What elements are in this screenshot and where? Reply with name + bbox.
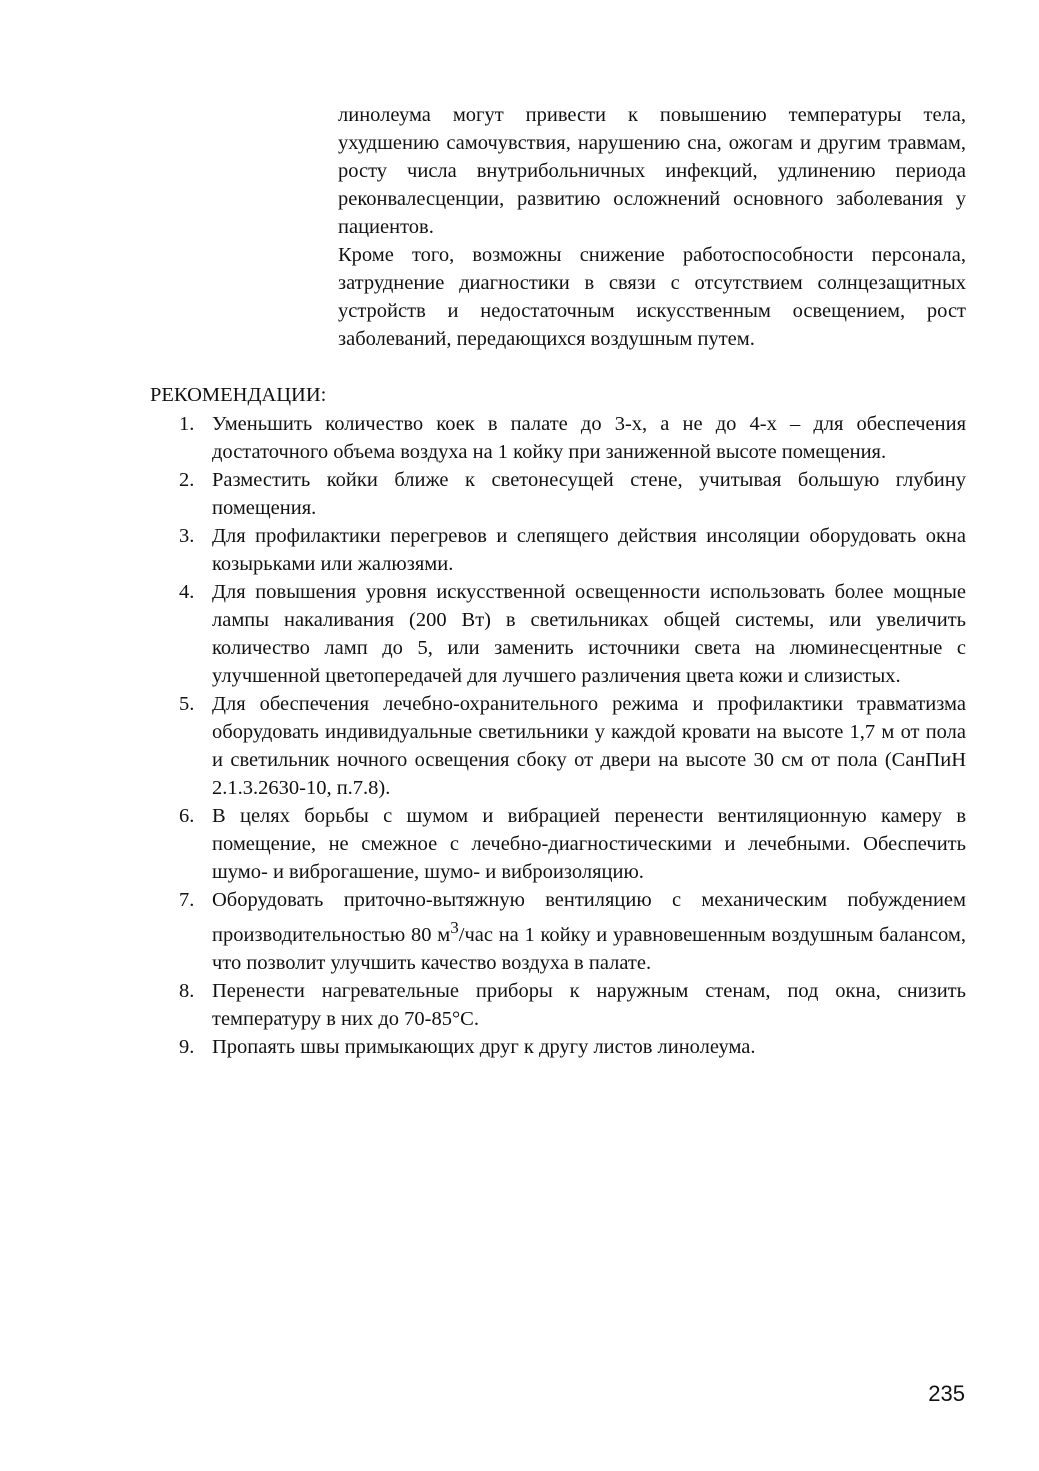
item-number: 4. (179, 581, 195, 603)
recommendations-heading: РЕКОМЕНДАЦИИ: (150, 384, 327, 406)
list-item (150, 802, 966, 886)
item-number: 5. (179, 693, 195, 715)
list-item (150, 466, 966, 522)
list-item (150, 1033, 966, 1061)
item-number: 8. (179, 979, 195, 1002)
item-text-part: /час на 1 койку и уравновешенным воздушным балансом, что позволит улучшить качество воздуха в палате. (212, 923, 967, 974)
list-item (150, 690, 966, 802)
item-number: 7. (179, 889, 195, 911)
list-item (150, 410, 966, 466)
list-item (150, 522, 966, 578)
superscript: 3 (450, 918, 459, 937)
item-number: 1. (179, 413, 195, 435)
continuation-text (338, 101, 966, 353)
item-text: Для профилактики перегревов и слепящего действия инсоляции оборудовать окна козырьками или жалюзями. (212, 525, 966, 575)
item-text: В целях борьбы с шумом и вибрацией перенести вентиляционную камеру в помещение, не смежное с лечебно-диагностическими и лечебными. Обеспечить шумо- и виброгашение, шумо- и виброизоляцию. (212, 805, 966, 883)
item-number: 2. (179, 469, 195, 491)
item-number: 3. (179, 525, 195, 547)
item-text (212, 889, 966, 974)
list-item (150, 977, 966, 1033)
item-number: 6. (179, 805, 195, 827)
item-text-part: Оборудовать приточно-вытяжную вентиляцию с механическим побуждением производительностью 80 м (212, 889, 966, 946)
item-text: Пропаять швы примыкающих друг к другу листов линолеума. (212, 1035, 756, 1058)
paragraph: Кроме того, возможны снижение работоспособности персонала, затруднение диагностики в связи с отсутствием солнцезащитных устройств и недостаточным искусственным освещением, рост заболеваний, передающихся воздушным путем. (338, 244, 966, 350)
list-item (150, 886, 966, 977)
paragraph: линолеума могут привести к повышению температуры тела, ухудшению самочувствия, нарушению сна, ожогам и другим травмам, росту числа внутрибольничных инфекций, удлинению периода реконвалесценции, развитию осложнений основного заболевания у пациентов. (338, 104, 966, 238)
item-text: Уменьшить количество коек в палате до 3-х, а не до 4-х – для обеспечения достаточного объема воздуха на 1 койку при заниженной высоте помещения. (212, 413, 966, 463)
item-text: Для повышения уровня искусственной освещенности использовать более мощные лампы накаливания (200 Вт) в светильниках общей системы, или увеличить количество ламп до 5, или заменить источники света на люминесцентные с улучшенной цветопередачей для лучшего различения цвета кожи и слизистых. (212, 581, 966, 687)
item-number: 9. (179, 1035, 195, 1058)
recommendations-list (150, 410, 966, 1061)
item-text: Для обеспечения лечебно-охранительного режима и профилактики травматизма оборудовать индивидуальные светильники у каждой кровати на высоте 1,7 м от пола и светильник ночного освещения сбоку от двери на высоте 30 см от пола (СанПиН 2.1.3.2630-10, п.7.8). (212, 693, 966, 799)
page-number: 235 (928, 1381, 965, 1406)
list-item (150, 578, 966, 690)
item-text: Перенести нагревательные приборы к наружным стенам, под окна, снизить температуру в них до 70-85°С. (212, 979, 966, 1030)
item-text: Разместить койки ближе к светонесущей стене, учитывая большую глубину помещения. (212, 469, 966, 519)
